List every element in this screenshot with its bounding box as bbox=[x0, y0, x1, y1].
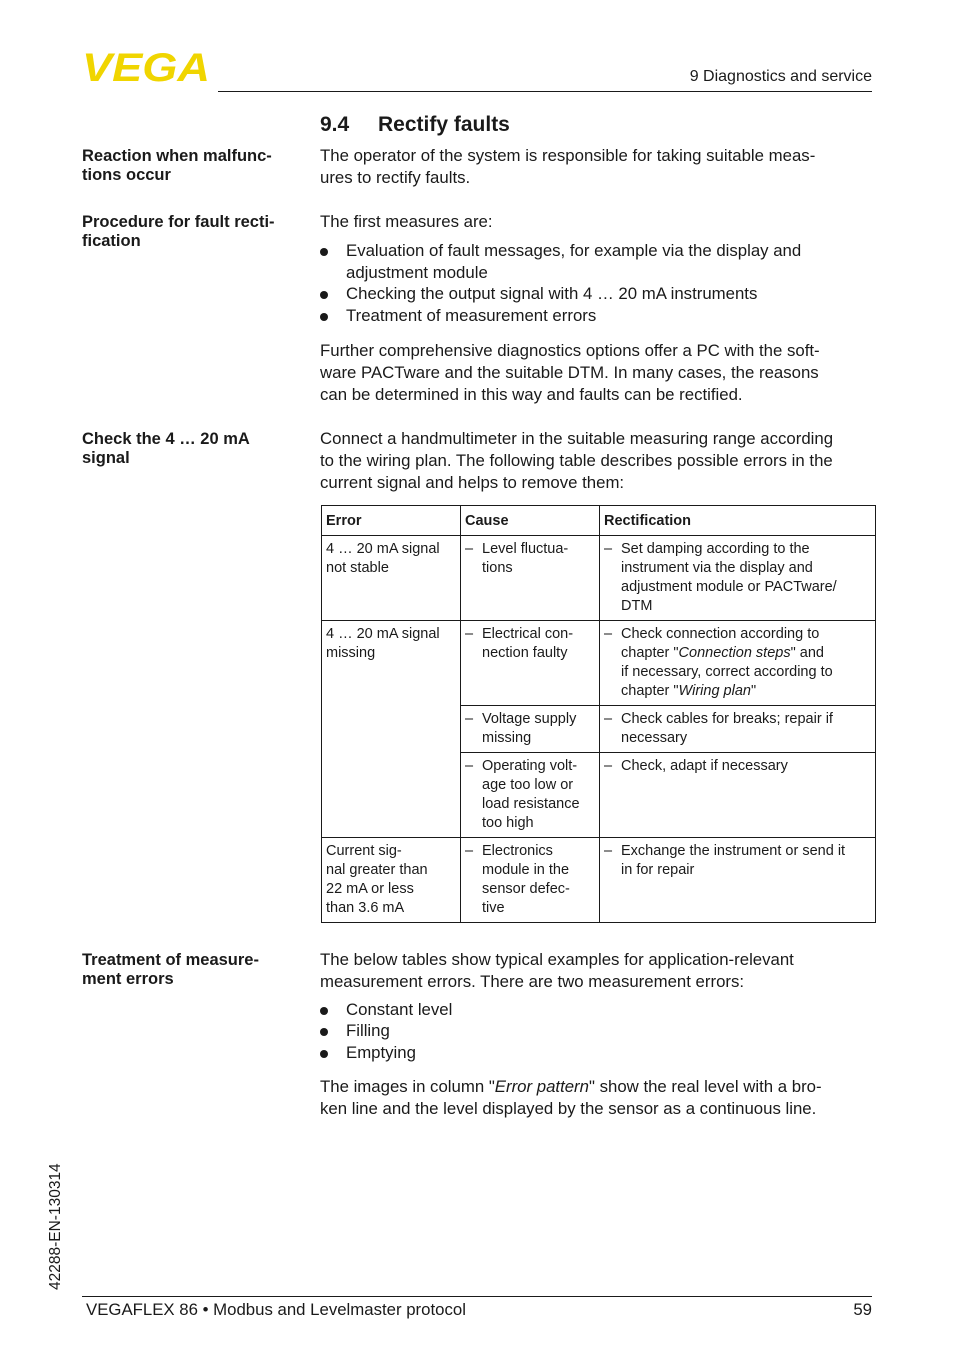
cause-text: Voltage supply missing bbox=[482, 711, 577, 746]
page-number: 59 bbox=[853, 1300, 872, 1319]
treatment-after-text: " show the real level with a bro- ken line and the level displayed by the sensor as a continuous line. bbox=[320, 1076, 822, 1118]
column-header-rectification: Rectification bbox=[600, 506, 876, 536]
list-item-text: Checking the output signal with 4 … 20 mA instruments bbox=[346, 284, 758, 304]
bullet-icon bbox=[320, 1007, 328, 1015]
footer-rule bbox=[82, 1296, 872, 1297]
chapter-reference: Connection steps bbox=[678, 645, 791, 661]
section-heading bbox=[320, 113, 510, 137]
reaction-text: The operator of the system is responsible for taking suitable meas- ures to rectify faults. bbox=[320, 146, 816, 187]
cell-cause bbox=[461, 621, 600, 706]
cell-cause bbox=[461, 753, 600, 838]
list-item bbox=[320, 999, 876, 1021]
table-header-row bbox=[322, 506, 876, 536]
document-number: 42288-EN-130314 bbox=[47, 1163, 64, 1290]
list-item bbox=[320, 1042, 876, 1064]
bullet-icon bbox=[320, 291, 328, 299]
running-header: 9 Diagnostics and service bbox=[689, 68, 872, 85]
bullet-icon bbox=[320, 248, 328, 256]
procedure-list bbox=[320, 240, 876, 327]
table-row bbox=[322, 838, 876, 923]
cause-text: Electronics module in the sensor defec- tive bbox=[482, 843, 570, 916]
vega-logo bbox=[82, 50, 212, 84]
fix-text: " bbox=[750, 683, 757, 699]
list-item bbox=[320, 305, 876, 327]
cell-rectification bbox=[600, 838, 876, 923]
cell-rectification bbox=[600, 753, 876, 838]
cell-rectification bbox=[600, 621, 876, 706]
chapter-reference: Wiring plan bbox=[678, 683, 751, 699]
check-body bbox=[320, 428, 876, 493]
fix-text: Check cables for breaks; repair if necessary bbox=[621, 711, 833, 746]
procedure-intro: The first measures are: bbox=[320, 212, 493, 231]
treatment-list bbox=[320, 999, 876, 1064]
logo-wordmark: VEGA bbox=[82, 50, 210, 84]
column-header-error: Error bbox=[322, 506, 461, 536]
dash-mark: – bbox=[604, 626, 613, 642]
vega-logo-graphic bbox=[82, 50, 212, 84]
cause-text: Operating volt- age too low or load resistance too high bbox=[482, 758, 580, 831]
check-text: Connect a handmultimeter in the suitable measuring range according to the wiring plan. The following table describes possible errors in the current signal and helps to remove them: bbox=[320, 429, 834, 492]
fix-text: Set damping according to the instrument via the display and adjustment module or PACTware/ DTM bbox=[621, 541, 837, 614]
bullet-icon bbox=[320, 1050, 328, 1058]
section-number: 9.4 bbox=[320, 113, 350, 136]
cell-cause bbox=[461, 706, 600, 753]
procedure-after: Further comprehensive diagnostics options offer a PC with the soft- ware PACTware and the suitable DTM. In many cases, the reasons can be determined in this way and faults can be rectified. bbox=[320, 340, 820, 404]
dash-mark: – bbox=[604, 711, 613, 727]
column-reference: Error pattern bbox=[494, 1076, 589, 1096]
column-header-cause: Cause bbox=[461, 506, 600, 536]
dash-mark: – bbox=[465, 626, 474, 642]
treatment-after bbox=[320, 1076, 876, 1120]
treatment-intro: The below tables show typical examples for application-relevant measurement errors. There are two measurement errors: bbox=[320, 950, 794, 991]
fix-text: " and if necessary, correct according to chapter " bbox=[621, 645, 833, 699]
dash-mark: – bbox=[604, 758, 613, 774]
section-title: Rectify faults bbox=[378, 113, 510, 136]
list-item bbox=[320, 1020, 876, 1042]
side-label-check: Check the 4 … 20 mA signal bbox=[82, 430, 250, 467]
list-item-text: Constant level bbox=[346, 999, 453, 1019]
cell-error: Current sig- nal greater than 22 mA or less than 3.6 mA bbox=[322, 838, 461, 923]
fix-text: Check connection according to chapter " bbox=[621, 626, 820, 661]
reaction-body bbox=[320, 145, 876, 189]
cell-cause bbox=[461, 536, 600, 621]
fault-table bbox=[321, 505, 876, 923]
fix-text: Check, adapt if necessary bbox=[621, 758, 788, 774]
list-item bbox=[320, 240, 876, 284]
bullet-icon bbox=[320, 313, 328, 321]
side-label-reaction: Reaction when malfunc- tions occur bbox=[82, 147, 272, 184]
treatment-body bbox=[320, 949, 876, 1120]
side-label-treatment: Treatment of measure- ment errors bbox=[82, 951, 259, 988]
treatment-after-text: The images in column " bbox=[320, 1076, 495, 1096]
cell-cause bbox=[461, 838, 600, 923]
dash-mark: – bbox=[604, 843, 613, 859]
list-item-text: Emptying bbox=[346, 1043, 416, 1063]
dash-mark: – bbox=[465, 711, 474, 727]
dash-mark: – bbox=[465, 541, 474, 557]
footer-product: VEGAFLEX 86 • Modbus and Levelmaster protocol bbox=[86, 1300, 466, 1319]
table-row bbox=[322, 621, 876, 706]
list-item-text: Treatment of measurement errors bbox=[346, 306, 597, 326]
dash-mark: – bbox=[465, 758, 474, 774]
list-item bbox=[320, 283, 876, 305]
side-label-procedure: Procedure for fault recti- fication bbox=[82, 213, 275, 250]
cause-text: Level fluctua- tions bbox=[482, 541, 569, 576]
cell-rectification bbox=[600, 706, 876, 753]
list-item-text: Filling bbox=[346, 1021, 390, 1041]
dash-mark: – bbox=[465, 843, 474, 859]
bullet-icon bbox=[320, 1028, 328, 1036]
list-item-text: Evaluation of fault messages, for example via the display and adjustment module bbox=[346, 240, 802, 282]
header-rule bbox=[218, 91, 872, 92]
table-row bbox=[322, 536, 876, 621]
cell-error: 4 … 20 mA signal missing bbox=[322, 621, 461, 838]
dash-mark: – bbox=[604, 541, 613, 557]
fix-text: Exchange the instrument or send it in for repair bbox=[621, 843, 846, 878]
procedure-body bbox=[320, 211, 876, 405]
cell-error: 4 … 20 mA signal not stable bbox=[322, 536, 461, 621]
cause-text: Electrical con- nection faulty bbox=[482, 626, 574, 661]
cell-rectification bbox=[600, 536, 876, 621]
